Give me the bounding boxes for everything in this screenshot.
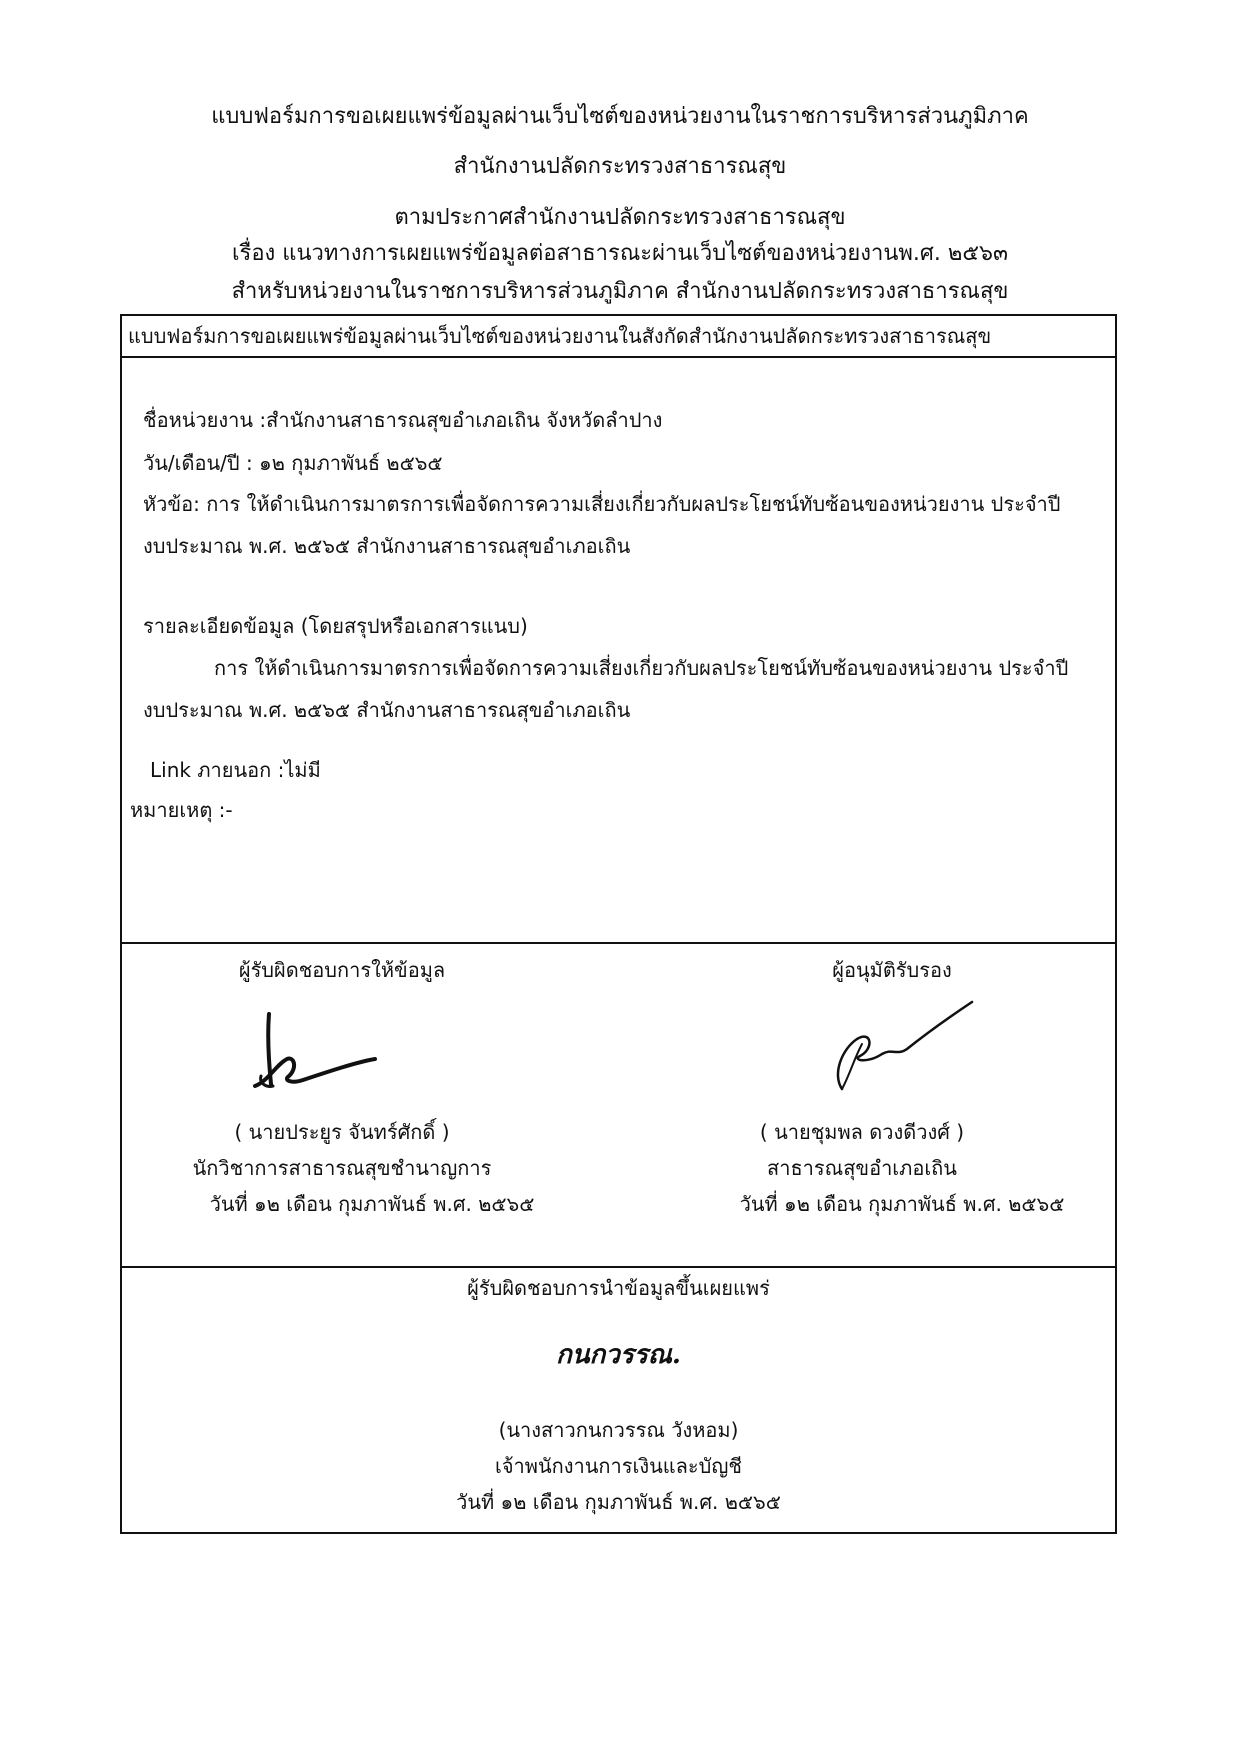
publication-form	[120, 314, 1117, 1534]
doc-title-line-5: สำหรับหน่วยงานในราชการบริหารส่วนภูมิภาค สำนักงานปลัดกระทรวงสาธารณสุข	[231, 279, 1009, 304]
provider-role: ผู้รับผิดชอบการให้ข้อมูล	[238, 958, 446, 982]
publisher-section	[122, 1268, 1115, 1534]
approver-signature-icon	[812, 994, 982, 1104]
form-body	[122, 358, 1115, 944]
publisher-name: (นางสาวกนกวรรณ วังหอม)	[498, 1418, 739, 1442]
provider-name: ( นายประยูร จันทร์ศักดิ์ )	[234, 1120, 450, 1144]
doc-title-line-3: ตามประกาศสำนักงานปลัดกระทรวงสาธารณสุข	[394, 205, 846, 230]
form-date: วัน/เดือน/ปี : ๑๒ กุมภาพันธ์ ๒๕๖๕	[143, 451, 443, 475]
doc-title-line-4: เรื่อง แนวทางการเผยแพร่ข้อมูลต่อสาธารณะผ่านเว็บไซต์ของหน่วยงานพ.ศ. ๒๕๖๓	[231, 241, 1008, 266]
unit-name: ชื่อหน่วยงาน :สำนักงานสาธารณสุขอำเภอเถิน จังหวัดลำปาง	[143, 408, 663, 432]
form-title: แบบฟอร์มการขอเผยแพร่ข้อมูลผ่านเว็บไซต์ของหน่วยงานในสังกัดสำนักงานปลัดกระทรวงสาธารณสุข	[128, 324, 992, 348]
detail-label: รายละเอียดข้อมูล (โดยสรุปหรือเอกสารแนบ)	[143, 614, 528, 638]
doc-title-line-1: แบบฟอร์มการขอเผยแพร่ข้อมูลผ่านเว็บไซต์ของหน่วยงานในราชการบริหารส่วนภูมิภาค	[211, 104, 1029, 129]
approver-position: สาธารณสุขอำเภอเถิน	[767, 1156, 957, 1180]
provider-date: วันที่ ๑๒ เดือน กุมภาพันธ์ พ.ศ. ๒๕๖๕	[209, 1192, 535, 1216]
publisher-signature: กนกวรรณ.	[556, 1340, 681, 1370]
provider-position: นักวิชาการสาธารณสุขชำนาญการ	[192, 1156, 492, 1180]
remark: หมายเหตุ :-	[130, 798, 233, 822]
external-link: Link ภายนอก :ไม่มี	[150, 758, 321, 782]
approver-role: ผู้อนุมัติรับรอง	[832, 958, 952, 982]
topic-line-2: งบประมาณ พ.ศ. ๒๕๖๕ สำนักงานสาธารณสุขอำเภอเถิน	[143, 534, 631, 558]
approver-date: วันที่ ๑๒ เดือน กุมภาพันธ์ พ.ศ. ๒๕๖๕	[739, 1192, 1065, 1216]
provider-signature-icon	[247, 1004, 397, 1104]
publisher-date: วันที่ ๑๒ เดือน กุมภาพันธ์ พ.ศ. ๒๕๖๕	[456, 1490, 781, 1514]
approver-name: ( นายชุมพล ดวงดีวงศ์ )	[759, 1120, 965, 1144]
signature-section	[122, 944, 1115, 1268]
publisher-role: ผู้รับผิดชอบการนำข้อมูลขึ้นเผยแพร่	[467, 1276, 770, 1300]
doc-title-line-2: สำนักงานปลัดกระทรวงสาธารณสุข	[453, 154, 787, 179]
publisher-position: เจ้าพนักงานการเงินและบัญชี	[495, 1454, 742, 1478]
detail-line-1: การ ให้ดำเนินการมาตรการเพื่อจัดการความเสี่ยงเกี่ยวกับผลประโยชน์ทับซ้อนของหน่วยงาน ประจำปี	[214, 656, 1069, 680]
topic-line-1: หัวข้อ: การ ให้ดำเนินการมาตรการเพื่อจัดการความเสี่ยงเกี่ยวกับผลประโยชน์ทับซ้อนของหน่วยงาน ประจำปี	[143, 492, 1061, 516]
form-title-row	[122, 316, 1115, 358]
detail-line-2: งบประมาณ พ.ศ. ๒๕๖๕ สำนักงานสาธารณสุขอำเภอเถิน	[143, 698, 631, 722]
